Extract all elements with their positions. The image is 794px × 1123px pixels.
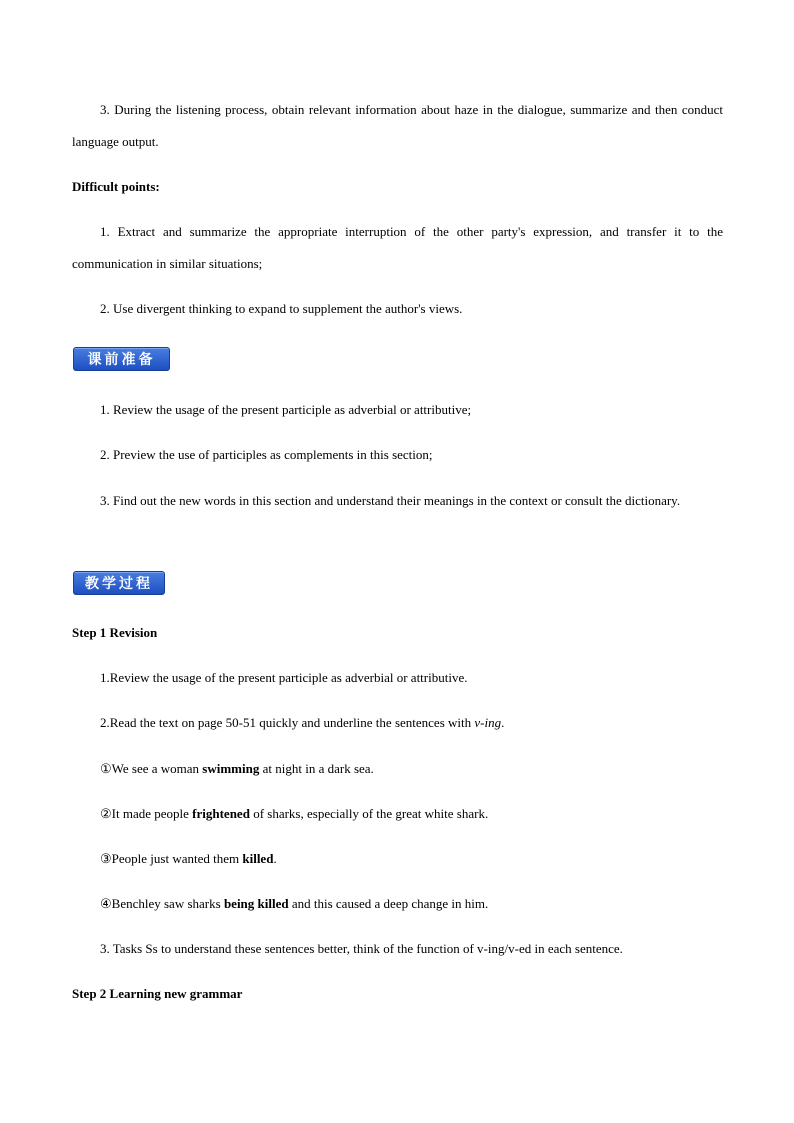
example-1-post: at night in a dark sea. bbox=[259, 761, 374, 776]
example-4-pre: ④Benchley saw sharks bbox=[100, 896, 224, 911]
example-4-keyword: being killed bbox=[223, 896, 289, 911]
step1-item-1: 1.Review the usage of the present participle as adverbial or attributive. bbox=[100, 670, 468, 685]
difficult-item-2: 2. Use divergent thinking to expand to supplement the author's views. bbox=[100, 301, 463, 316]
example-2-keyword: frightened bbox=[192, 806, 250, 821]
example-3-pre: ③People just wanted them bbox=[100, 851, 243, 866]
goal-item-3: 3. During the listening process, obtain relevant information about haze in the dialogue, summarize and then conduct language output. bbox=[72, 102, 723, 149]
step1-heading: Step 1 Revision bbox=[72, 625, 158, 640]
example-2-pre: ②It made people bbox=[100, 806, 193, 821]
difficult-item-1: 1. Extract and summarize the appropriate interruption of the other party's expression, and transfer it to the communication in similar situations; bbox=[72, 224, 723, 271]
example-3-keyword: killed bbox=[242, 851, 274, 866]
example-sentence-2 bbox=[72, 798, 723, 830]
prep-item-2: 2. Preview the use of participles as complements in this section; bbox=[100, 447, 433, 462]
prep-item-1: 1. Review the usage of the present participle as adverbial or attributive; bbox=[100, 402, 472, 417]
example-2-post: of sharks, especially of the great white shark. bbox=[249, 806, 489, 821]
example-3-post: . bbox=[273, 851, 277, 866]
prep-item-3: 3. Find out the new words in this section and understand their meanings in the context or consult the dictionary. bbox=[100, 493, 681, 508]
section-badge-prep: 课前准备 bbox=[73, 347, 170, 371]
example-4-post: and this caused a deep change in him. bbox=[288, 896, 489, 911]
step1-item-2-end: . bbox=[501, 715, 505, 730]
example-sentence-3 bbox=[72, 843, 723, 875]
step1-item-2-text: 2.Read the text on page 50-51 quickly and underline the sentences with bbox=[100, 715, 475, 730]
example-sentence-4 bbox=[72, 888, 723, 920]
step1-item-2-emphasis: v-ing bbox=[474, 715, 502, 730]
example-1-keyword: swimming bbox=[202, 761, 260, 776]
difficult-points-heading: Difficult points: bbox=[72, 179, 160, 194]
section-badge-process: 教学过程 bbox=[73, 571, 165, 595]
step1-item-3: 3. Tasks Ss to understand these sentences better, think of the function of v-ing/v-ed in each sentence. bbox=[100, 941, 623, 956]
example-sentence-1 bbox=[72, 753, 723, 785]
step1-item-2 bbox=[72, 707, 723, 739]
example-1-pre: ①We see a woman bbox=[100, 761, 203, 776]
step2-heading: Step 2 Learning new grammar bbox=[72, 986, 243, 1001]
